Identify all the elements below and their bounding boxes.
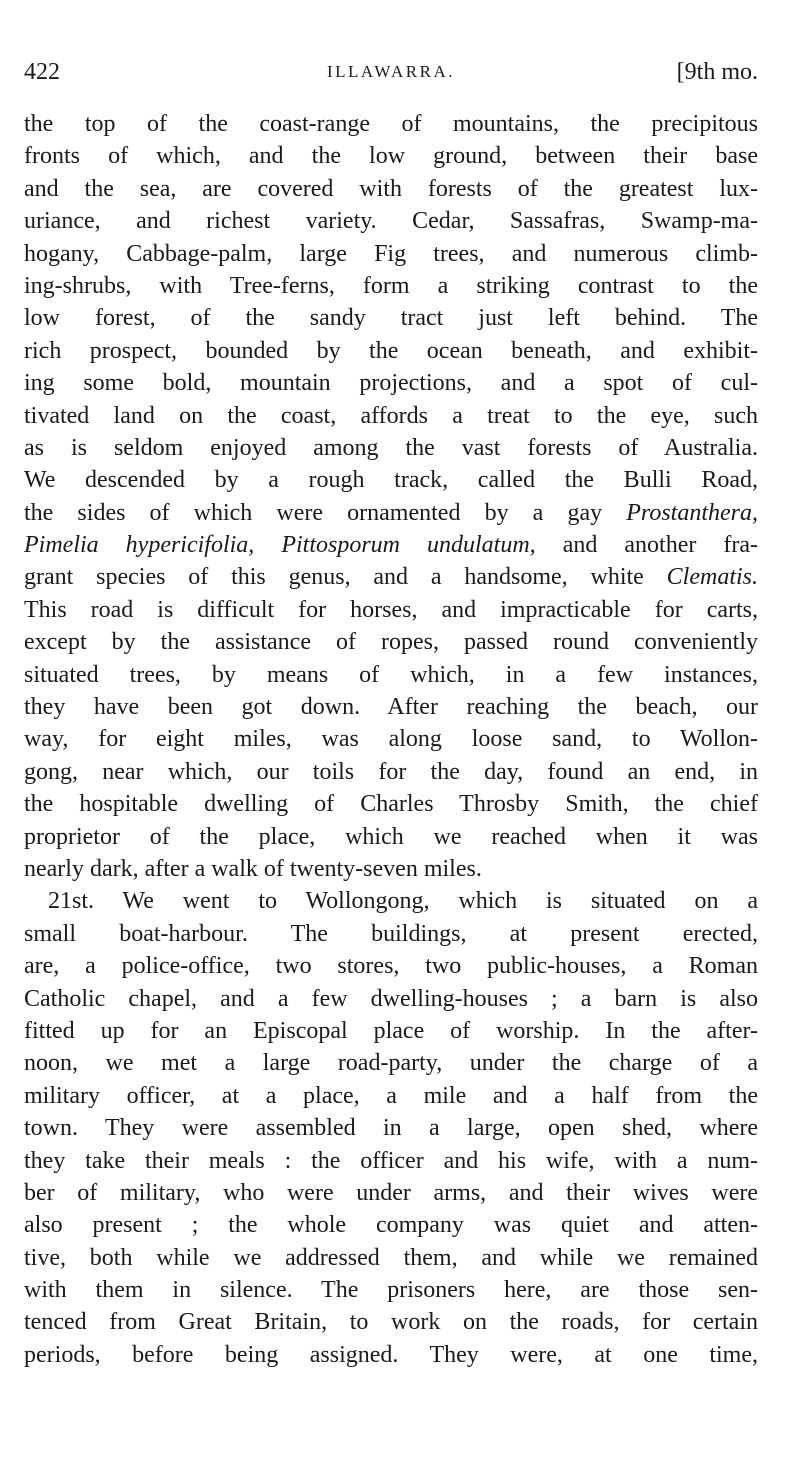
text-line: are, a police-office, two stores, two public-houses, a Roman xyxy=(24,953,758,980)
text-line: small boat-harbour. The buildings, at present erected, xyxy=(24,920,758,947)
text-line: Catholic chapel, and a few dwelling-houses ; a barn is also xyxy=(24,985,758,1012)
text-line: ing some bold, mountain projections, and a spot of cul- xyxy=(24,370,758,397)
botanical-name: Clematis. xyxy=(666,564,758,591)
text-line: gong, near which, our toils for the day, found an end, in xyxy=(24,758,758,785)
text-line: fitted up for an Episcopal place of worship. In the after- xyxy=(24,1017,758,1044)
text-line: with them in silence. The prisoners here, are those sen- xyxy=(24,1277,758,1304)
text-line: also present ; the whole company was quiet and atten- xyxy=(24,1212,758,1239)
page-number: 422 xyxy=(24,59,60,85)
botanical-name: Pimelia hypericifolia, Pittosporum undulatum, xyxy=(24,532,536,559)
text-line: the hospitable dwelling of Charles Throsby Smith, the chief xyxy=(24,791,758,818)
text-line: except by the assistance of ropes, passed round conveniently xyxy=(24,629,758,656)
text-line: noon, we met a large road-party, under the charge of a xyxy=(24,1050,758,1077)
running-title: ILLAWARRA. xyxy=(327,62,455,81)
running-head xyxy=(24,52,758,92)
month-marker: [9th mo. xyxy=(676,59,758,85)
text-line: town. They were assembled in a large, open shed, where xyxy=(24,1115,758,1142)
text-line: the sides of which were ornamented by a gay Prostanthera, xyxy=(24,499,758,526)
text-line: ing-shrubs, with Tree-ferns, form a striking contrast to the xyxy=(24,272,758,299)
text-line: the top of the coast-range of mountains, the precipitous xyxy=(24,111,758,137)
text-line: This road is difficult for horses, and impracticable for carts, xyxy=(24,596,758,623)
text-line: uriance, and richest variety. Cedar, Sassafras, Swamp-ma- xyxy=(24,208,758,235)
text-line: ber of military, who were under arms, and their wives were xyxy=(24,1179,758,1206)
botanical-name: Prostanthera, xyxy=(626,499,758,526)
text-line: way, for eight miles, was along loose sand, to Wollon- xyxy=(24,726,758,753)
text-line: situated trees, by means of which, in a few instances, xyxy=(24,661,758,688)
text-line: they take their meals : the officer and his wife, with a num- xyxy=(24,1147,758,1174)
text-line: they have been got down. After reaching the beach, our xyxy=(24,694,758,721)
text-line: We descended by a rough track, called the Bulli Road, xyxy=(24,467,758,494)
text-line: Pimelia hypericifolia, Pittosporum undulatum, and another fra- xyxy=(24,532,758,559)
text-line: as is seldom enjoyed among the vast forests of Australia. xyxy=(24,434,758,461)
text-line: military officer, at a place, a mile and a half from the xyxy=(24,1082,758,1109)
body-text xyxy=(24,108,758,1371)
text-line: and the sea, are covered with forests of the greatest lux- xyxy=(24,175,758,202)
text-line: 21st. We went to Wollongong, which is situated on a xyxy=(48,888,758,915)
text-line: nearly dark, after a walk of twenty-seven miles. xyxy=(24,855,482,882)
text-line: tive, both while we addressed them, and while we remained xyxy=(24,1244,758,1271)
text-line: tenced from Great Britain, to work on the roads, for certain xyxy=(24,1309,758,1336)
text-line: proprietor of the place, which we reached when it was xyxy=(24,823,758,850)
text-line: periods, before being assigned. They were, at one time, xyxy=(24,1341,758,1368)
text-line: low forest, of the sandy tract just left behind. The xyxy=(24,305,758,332)
text-line: fronts of which, and the low ground, between their base xyxy=(24,143,758,170)
text-line: hogany, Cabbage-palm, large Fig trees, and numerous climb- xyxy=(24,240,758,267)
text-line: grant species of this genus, and a handsome, white Clematis. xyxy=(24,564,758,591)
text-line: rich prospect, bounded by the ocean beneath, and exhibit- xyxy=(24,337,758,364)
text-line: tivated land on the coast, affords a treat to the eye, such xyxy=(24,402,758,429)
